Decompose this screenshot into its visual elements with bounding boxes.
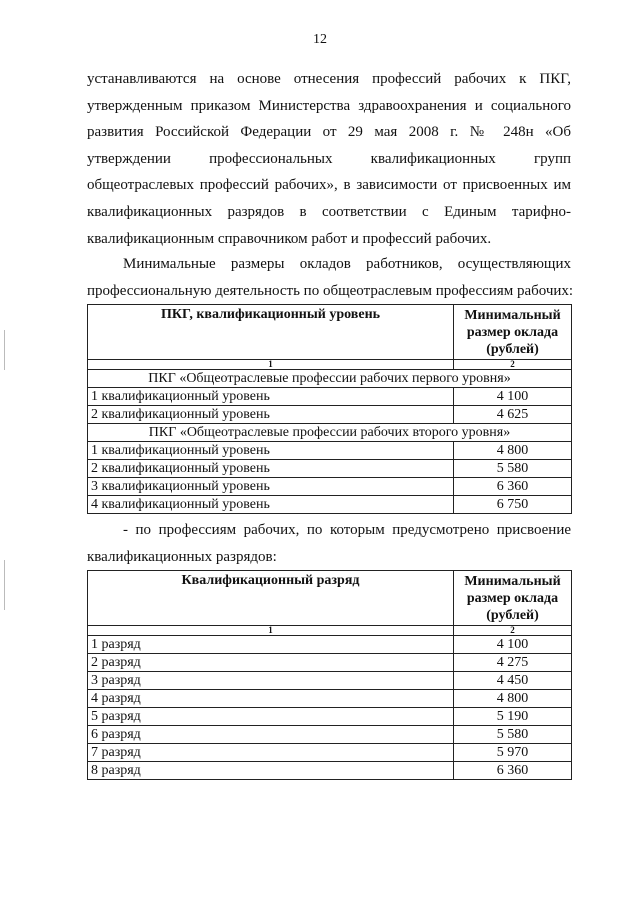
- table-pkg-levels: [87, 304, 572, 514]
- table-row: [88, 442, 572, 460]
- row-label: 1 квалификационный уровень: [88, 388, 454, 406]
- column-number: 1: [88, 360, 454, 370]
- row-label: 2 квалификационный уровень: [88, 406, 454, 424]
- table-row: [88, 406, 572, 424]
- row-label: 2 квалификационный уровень: [88, 460, 454, 478]
- row-label: 4 квалификационный уровень: [88, 496, 454, 514]
- header-pkg-level: ПКГ, квалификационный уровень: [88, 305, 454, 360]
- column-number-row: [88, 626, 572, 636]
- column-number-row: [88, 360, 572, 370]
- row-value: 4 800: [454, 690, 572, 708]
- row-value: 4 275: [454, 654, 572, 672]
- text-line: квалификационных разрядов:: [87, 548, 277, 565]
- table-header-row: [88, 571, 572, 626]
- row-label: 3 разряд: [88, 672, 454, 690]
- column-number: 2: [454, 626, 572, 636]
- row-value: 6 750: [454, 496, 572, 514]
- row-value: 6 360: [454, 478, 572, 496]
- text-line: квалификационным справочником работ и профессий рабочих.: [87, 230, 492, 247]
- scan-artifact: [4, 330, 5, 370]
- table-row: [88, 478, 572, 496]
- text-line: профессиональную деятельность по общеотраслевым профессиям рабочих:: [87, 282, 574, 299]
- header-min-salary: Минимальный размер оклада (рублей): [454, 571, 572, 626]
- table-row: [88, 690, 572, 708]
- table-row: [88, 636, 572, 654]
- text-line: Минимальные размеры окладов работников, осуществляющих: [123, 256, 571, 272]
- row-label: 8 разряд: [88, 762, 454, 780]
- row-value: 4 100: [454, 388, 572, 406]
- table-row: [88, 654, 572, 672]
- row-value: 5 580: [454, 460, 572, 478]
- row-label: 1 квалификационный уровень: [88, 442, 454, 460]
- table-row: [88, 672, 572, 690]
- text-line: развития Российской Федерации от 29 мая 2008 г. № 248н «Об: [87, 124, 571, 141]
- paragraph-ranks-intro: [87, 517, 571, 570]
- row-value: 5 580: [454, 726, 572, 744]
- text-line: - по профессиям рабочих, по которым предусмотрено присвоение: [123, 522, 571, 538]
- row-value: 4 800: [454, 442, 572, 460]
- table-row: [88, 460, 572, 478]
- paragraph-intro: [87, 66, 571, 252]
- table-row: [88, 496, 572, 514]
- table-row: [88, 762, 572, 780]
- row-label: 1 разряд: [88, 636, 454, 654]
- group-row: [88, 424, 572, 442]
- group-row: [88, 370, 572, 388]
- table-row: [88, 726, 572, 744]
- table-row: [88, 744, 572, 762]
- scan-artifact: [4, 560, 5, 610]
- header-rank: Квалификационный разряд: [88, 571, 454, 626]
- row-value: 4 100: [454, 636, 572, 654]
- table-header-row: [88, 305, 572, 360]
- table-row: [88, 388, 572, 406]
- text-line: квалификационных разрядов в соответствии с Единым тарифно-: [87, 203, 571, 220]
- text-line: утвержденным приказом Министерства здравоохранения и социального: [87, 97, 571, 114]
- group-title: ПКГ «Общеотраслевые профессии рабочих первого уровня»: [88, 370, 572, 388]
- text-line: устанавливаются на основе отнесения профессий рабочих к ПКГ,: [87, 71, 571, 87]
- row-label: 5 разряд: [88, 708, 454, 726]
- row-label: 3 квалификационный уровень: [88, 478, 454, 496]
- column-number: 2: [454, 360, 572, 370]
- row-value: 4 450: [454, 672, 572, 690]
- column-number: 1: [88, 626, 454, 636]
- text-line: общеотраслевых профессий рабочих», в зависимости от присвоенных им: [87, 177, 571, 194]
- page-number: 12: [313, 32, 327, 47]
- row-label: 2 разряд: [88, 654, 454, 672]
- row-label: 4 разряд: [88, 690, 454, 708]
- table-qualification-ranks: [87, 570, 572, 780]
- row-label: 7 разряд: [88, 744, 454, 762]
- row-value: 6 360: [454, 762, 572, 780]
- row-value: 4 625: [454, 406, 572, 424]
- group-title: ПКГ «Общеотраслевые профессии рабочих второго уровня»: [88, 424, 572, 442]
- row-value: 5 190: [454, 708, 572, 726]
- row-label: 6 разряд: [88, 726, 454, 744]
- row-value: 5 970: [454, 744, 572, 762]
- table-row: [88, 708, 572, 726]
- paragraph-salaries-intro: [87, 251, 574, 304]
- header-min-salary: Минимальный размер оклада (рублей): [454, 305, 572, 360]
- text-line: утверждении профессиональных квалификационных групп: [87, 150, 571, 167]
